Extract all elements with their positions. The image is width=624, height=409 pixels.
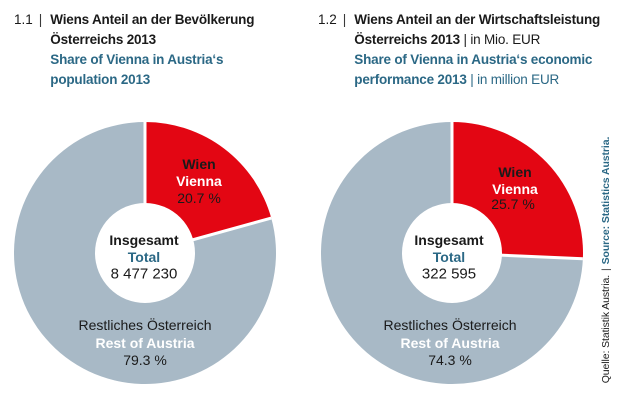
title-de-line1: Wiens Anteil an der Bevölkerung — [50, 12, 255, 27]
slice-value-wien: 25.7 % — [491, 196, 535, 212]
slice-label-wien-en: Vienna — [492, 181, 538, 197]
source-text-de: Quelle: Statistik Austria. — [600, 274, 612, 384]
slice-label-rest-de: Restliches Österreich — [383, 317, 517, 333]
slice-value-wien: 20.7 % — [177, 190, 221, 206]
figure-number: 1.2 — [318, 12, 337, 27]
center-label-de: Insgesamt — [109, 232, 179, 248]
title-separator: | — [38, 12, 43, 27]
figure-number: 1.1 — [14, 12, 33, 27]
source-separator: | — [600, 268, 612, 271]
slice-label-wien-en: Vienna — [176, 173, 222, 189]
center-total-value: 8 477 230 — [110, 265, 178, 283]
center-label-en: Total — [127, 249, 161, 265]
title-en-line2: population 2013 — [50, 72, 151, 87]
panel-economy — [312, 0, 600, 409]
slice-label-wien-de: Wien — [498, 164, 532, 180]
center-total-value: 322 595 — [421, 265, 477, 283]
title-lines — [50, 10, 254, 90]
source-note — [600, 137, 612, 384]
title-lines — [354, 10, 600, 90]
center-label-en: Total — [432, 249, 466, 265]
chart-title-population — [14, 10, 254, 90]
title-en-line1: Share of Vienna in Austria‘s — [50, 52, 224, 67]
title-de-line2: Österreichs 2013 | in Mio. EUR — [354, 32, 541, 47]
title-en-line2: performance 2013 | in million EUR — [354, 72, 560, 87]
title-separator: | — [342, 12, 347, 27]
title-de-line1: Wiens Anteil an der Wirtschaftsleistung — [354, 12, 601, 27]
slice-label-wien-de: Wien — [182, 156, 216, 172]
slice-value-rest: 74.3 % — [428, 352, 472, 368]
slice-label-rest-en: Rest of Austria — [400, 335, 500, 351]
slice-value-rest: 79.3 % — [123, 352, 167, 368]
center-label-de: Insgesamt — [414, 232, 484, 248]
slice-label-rest-en: Rest of Austria — [95, 335, 195, 351]
chart-title-economy — [318, 10, 600, 90]
title-en-line1: Share of Vienna in Austria‘s economic — [354, 52, 593, 67]
slice-label-rest-de: Restliches Österreich — [78, 317, 212, 333]
source-text-en: Source: Statistics Austria. — [600, 136, 612, 265]
title-de-line2: Österreichs 2013 — [50, 32, 156, 47]
